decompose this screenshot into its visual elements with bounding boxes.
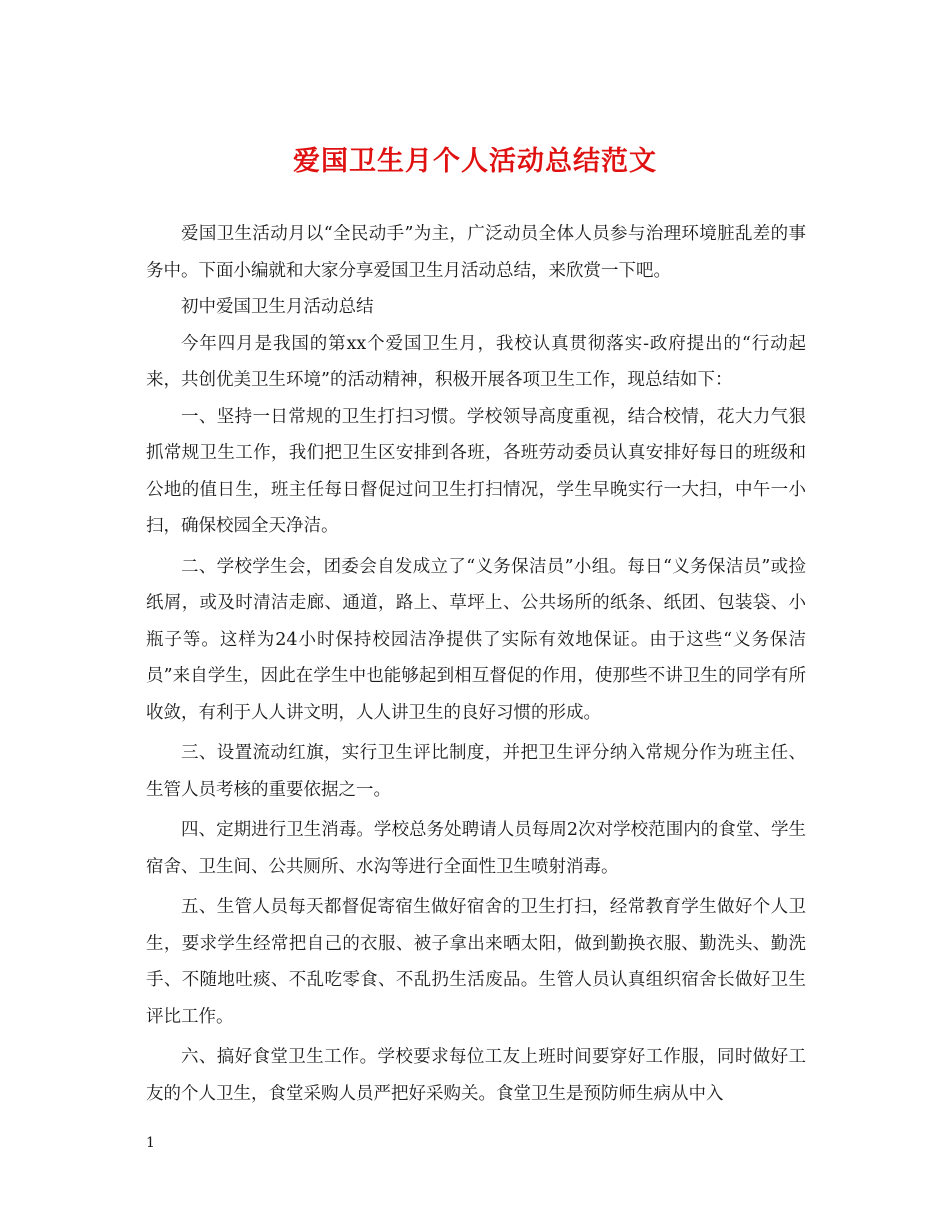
paragraph-item-1: 一、坚持一日常规的卫生打扫习惯。学校领导高度重视，结合校情，花大力气狠抓常规卫生工作，我们把卫生区安排到各班，各班劳动委员认真安排好每日的班级和公地的值日生，班主任每日督促过问卫生打扫情况，学生早晚实行一大扫，中午一小扫，确保校园全天净洁。 xyxy=(146,406,806,536)
paragraph-item-2: 二、学校学生会，团委会自发成立了“义务保洁员”小组。每日“义务保洁员”或捡纸屑，或及时清洁走廊、通道，路上、草坪上、公共场所的纸条、纸团、包装袋、小瓶子等。这样为24小时保持校园洁净提供了实际有效地保证。由于这些“义务保洁员”来自学生，因此在学生中也能够起到相互督促的作用，使那些不讲卫生的同学有所收敛，有利于人人讲文明，人人讲卫生的良好习惯的形成。 xyxy=(146,556,806,723)
document-title: 爱国卫生月个人活动总结范文 xyxy=(293,146,657,177)
paragraph-subheading: 初中爱国卫生月活动总结 xyxy=(181,297,374,317)
paragraph-intro: 爱国卫生活动月以“全民动手”为主，广泛动员全体人员参与治理环境脏乱差的事务中。下面小编就和大家分享爱国卫生月活动总结，来欣赏一下吧。 xyxy=(146,224,806,281)
paragraph-opening: 今年四月是我国的第xx个爱国卫生月，我校认真贯彻落实-政府提出的“行动起来，共创优美卫生环境”的活动精神，积极开展各项卫生工作，现总结如下： xyxy=(146,333,806,390)
paragraph-item-6: 六、搞好食堂卫生工作。学校要求每位工友上班时间要穿好工作服，同时做好工友的个人卫生，食堂采购人员严把好采购关。食堂卫生是预防师生病从中入 xyxy=(146,1047,806,1104)
paragraph-item-5: 五、生管人员每天都督促寄宿生做好宿舍的卫生打扫，经常教育学生做好个人卫生，要求学生经常把自己的衣服、被子拿出来晒太阳，做到勤换衣服、勤洗头、勤洗手、不随地吐痰、不乱吃零食、不乱扔生活废品。生管人员认真组织宿舍长做好卫生评比工作。 xyxy=(146,897,806,1027)
paragraph-item-3: 三、设置流动红旗，实行卫生评比制度，并把卫生评分纳入常规分作为班主任、生管人员考核的重要依据之一。 xyxy=(146,743,806,800)
page-number: 1 xyxy=(146,1135,155,1151)
paragraph-item-4: 四、定期进行卫生消毒。学校总务处聘请人员每周2次对学校范围内的食堂、学生宿舍、卫生间、公共厕所、水沟等进行全面性卫生喷射消毒。 xyxy=(146,820,806,877)
document-body xyxy=(146,216,806,1112)
